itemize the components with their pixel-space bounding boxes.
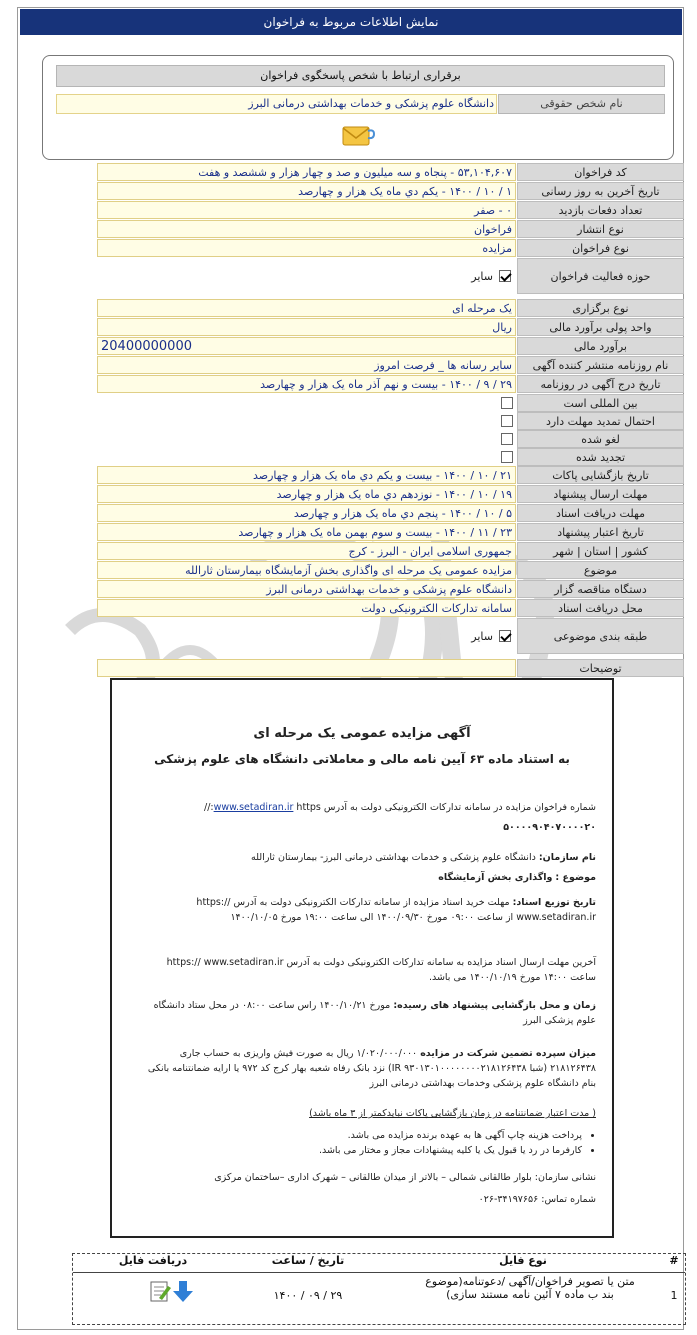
label-cancelled: لغو شده (517, 430, 684, 448)
ad-url: www.setadiran.ir (213, 802, 294, 813)
mail-icon[interactable] (340, 122, 376, 150)
label-last-update: تاریخ آخرین به روز رسانی (517, 182, 684, 200)
value-visits: ۰ - صفر (97, 201, 516, 219)
files-table (72, 1253, 686, 1325)
value-publish-type: فراخوان (97, 220, 516, 238)
value-doc-place: سامانه تدارکات الکترونیکی دولت (97, 599, 516, 617)
ad-bullet: • کارفرما در رد یا قبول یک یا کلیه پیشنهادات مجاز و مختار می باشد. (144, 1143, 582, 1158)
label-topic-class: طبقه بندی موضوعی (517, 618, 684, 654)
topic-class-checkbox[interactable] (499, 630, 511, 642)
label-newspaper-date: تاریخ درج آگهی در روزنامه (517, 375, 684, 393)
label-international: بین المللی است (517, 394, 684, 412)
col-type: نوع فایل (499, 1254, 547, 1267)
col-download: دریافت فایل (118, 1254, 188, 1267)
page-title: نمایش اطلاعات مربوط به فراخوان (20, 9, 682, 35)
contact-heading: برقراری ارتباط با شخص پاسخگوی فراخوان (56, 65, 665, 87)
ad-bullets (144, 1128, 596, 1158)
table-row (73, 1273, 685, 1325)
ad-send: آخرین مهلت ارسال اسناد مزایده به سامانه تدارکات الکترونیکی دولت به آدرس https:// www.setadiran.ir ساعت ۱۴:۰۰ مورخ ۱۴۰۰/۱۰/۱۹ می باشد. (166, 957, 596, 983)
value-subject: مزایده عمومی یک مرحله ای واگذاری بخش آزمایشگاه بیمارستان ثارالله (97, 561, 516, 579)
label-publish-type: نوع انتشار (517, 220, 684, 238)
cancelled-checkbox[interactable] (501, 433, 513, 445)
col-date: تاریخ / ساعت (271, 1254, 345, 1267)
ad-subject: موضوع : واگذاری بخش آزمایشگاه (438, 872, 596, 883)
download-cell (133, 1279, 213, 1306)
label-opening-date: تاریخ بازگشایی پاکات (517, 466, 684, 484)
value-estimate: 20400000000 (97, 337, 516, 355)
ad-distribution: تاریخ توزیع اسناد: مهلت خرید اسناد مزایده از سامانه تدارکات الکترونیکی دولت به آدرس https:// www.setadiran.ir از ساعت ۰۹:۰۰ مورخ ۱۴۰۰/۰۹/۳۰ الی ساعت ۱۹:۰۰ مورخ ۱۴۰۰/۱۰/۰۵ (196, 897, 596, 923)
row-num: 1 (670, 1289, 678, 1302)
international-row (97, 394, 516, 412)
label-activity-area: حوزه فعالیت فراخوان (517, 258, 684, 294)
download-icon[interactable] (149, 1279, 197, 1303)
contact-label: نام شخص حقوقی (498, 94, 665, 114)
ad-subtitle: به استناد ماده ۶۳ آیین نامه مالی و معاملاتی دانشگاه های علوم پزشکی (154, 752, 570, 766)
extension-checkbox[interactable] (501, 415, 513, 427)
label-extension: احتمال تمدید مهلت دارد (517, 412, 684, 430)
ad-title: آگهی مزایده عمومی یک مرحله ای (253, 726, 471, 741)
renewed-checkbox[interactable] (501, 451, 513, 463)
ad-phone: شماره تماس: ۳۴۱۹۷۶۵۶-۰۲۶ (478, 1194, 596, 1205)
value-newspaper: سایر رسانه ها _ فرصت امروز (97, 356, 516, 374)
topic-class-row (97, 618, 516, 654)
value-organizer: دانشگاه علوم پزشکی و خدمات بهداشتی درمانی البرز (97, 580, 516, 598)
ad-org: نام سازمان: دانشگاه علوم پزشکی و خدمات بهداشتی درمانی البرز- بیمارستان ثارالله (251, 852, 596, 863)
value-currency: ریال (97, 318, 516, 336)
activity-area-row (97, 258, 516, 294)
value-holding-type: یک مرحله ای (97, 299, 516, 317)
ad-bullet: • پرداخت هزینه چاپ آگهی ها به عهده برنده مزایده می باشد. (144, 1128, 582, 1143)
value-description (97, 659, 516, 677)
label-organizer: دستگاه مناقصه گزار (517, 580, 684, 598)
topic-class-option: سایر (471, 629, 493, 643)
ad-address: نشانی سازمان: بلوار طالقانی شمالی – بالاتر از میدان طالقانی – شهرک اداری –ساختمان مرکزی (214, 1172, 596, 1183)
contact-value: دانشگاه علوم پزشکی و خدمات بهداشتی درمانی البرز (56, 94, 497, 114)
extension-row (97, 412, 516, 430)
international-checkbox[interactable] (501, 397, 513, 409)
renewed-row (97, 448, 516, 466)
row-date: ۲۹ / ۰۹ / ۱۴۰۰ (273, 1289, 343, 1302)
col-num: # (669, 1254, 679, 1267)
value-last-update: ۱ / ۱۰ / ۱۴۰۰ - یکم دي ماه یک هزار و چهارصد (97, 182, 516, 200)
activity-area-checkbox[interactable] (499, 270, 511, 282)
value-newspaper-date: ۲۹ / ۹ / ۱۴۰۰ - بیست و نهم آذر ماه یک هزار و چهارصد (97, 375, 516, 393)
ad-number: ۵۰۰۰۰۹۰۴۰۷۰۰۰۰۲۰ (503, 822, 596, 833)
row-type: متن یا تصویر فراخوان/آگهی /دعوتنامه(موضوع بند ب ماده ۷ آئین نامه مستند سازی) (425, 1275, 635, 1301)
value-doc-deadline: ۵ / ۱۰ / ۱۴۰۰ - پنجم دي ماه یک هزار و چهارصد (97, 504, 516, 522)
label-submit-deadline: مهلت ارسال پیشنهاد (517, 485, 684, 503)
ad-line1: شماره فراخوان مزایده در سامانه تدارکات الکترونیکی دولت به آدرس www.setadiran.ir https:// (204, 802, 596, 813)
value-code: ۵۳,۱۰۴,۶۰۷ - پنجاه و سه میلیون و صد و چهار هزار و ششصد و هفت (97, 163, 516, 181)
label-estimate: برآورد مالی (517, 337, 684, 355)
activity-area-option: سایر (471, 269, 493, 283)
label-subject: موضوع (517, 561, 684, 579)
value-opening-date: ۲۱ / ۱۰ / ۱۴۰۰ - بیست و یکم دي ماه یک هزار و چهارصد (97, 466, 516, 484)
label-code: کد فراخوان (517, 163, 684, 181)
label-holding-type: نوع برگزاری (517, 299, 684, 317)
value-call-type: مزایده (97, 239, 516, 257)
label-call-type: نوع فراخوان (517, 239, 684, 257)
ad-guarantee: میزان سپرده تضمین شرکت در مزایده ۱/۰۲۰/۰۰۰/۰۰۰ ریال به صورت فیش واریزی به حساب جاری ۲۱۸۱۲۶۴۳۸ (شبا IR ۹۳۰۱۳۰۱۰۰۰۰۰۰۰۰۲۱۸۱۲۶۴۳۸) نزد بانک رفاه شعبه بهار کرج کد ۹۷۲ یا ارایه ضمانتنامه بانکی بنام دانشگاه علوم پزشکی وخدمات بهداشتی درمانی البرز (147, 1048, 596, 1089)
label-location: کشور | استان | شهر (517, 542, 684, 560)
label-visits: تعداد دفعات بازدید (517, 201, 684, 219)
ad-guarantee-note: ( مدت اعتبار ضمانتنامه در زمان بازگشایی پاکات نبایدکمتر از ۳ ماه باشد) (309, 1108, 596, 1119)
value-submit-deadline: ۱۹ / ۱۰ / ۱۴۰۰ - نوزدهم دي ماه یک هزار و چهارصد (97, 485, 516, 503)
label-doc-deadline: مهلت دریافت اسناد (517, 504, 684, 522)
label-validity: تاریخ اعتبار پیشنهاد (517, 523, 684, 541)
value-location: جمهوری اسلامی ایران - البرز - کرج (97, 542, 516, 560)
cancelled-row (97, 430, 516, 448)
files-header (73, 1254, 685, 1273)
label-doc-place: محل دریافت اسناد (517, 599, 684, 617)
label-description: توضیحات (517, 659, 684, 677)
label-newspaper: نام روزنامه منتشر کننده آگهی (517, 356, 684, 374)
value-validity: ۲۳ / ۱۱ / ۱۴۰۰ - بیست و سوم بهمن ماه یک هزار و چهارصد (97, 523, 516, 541)
ad-opening: زمان و محل بازگشایی پیشنهاد های رسیده: مورخ ۱۴۰۰/۱۰/۲۱ راس ساعت ۰۸:۰۰ در محل ستاد دانشگاه علوم پزشکی البرز (153, 1000, 596, 1026)
label-renewed: تجدید شده (517, 448, 684, 466)
label-currency: واحد پولی برآورد مالی (517, 318, 684, 336)
ad-https: https:// (204, 802, 321, 813)
ad-image (110, 678, 614, 1238)
